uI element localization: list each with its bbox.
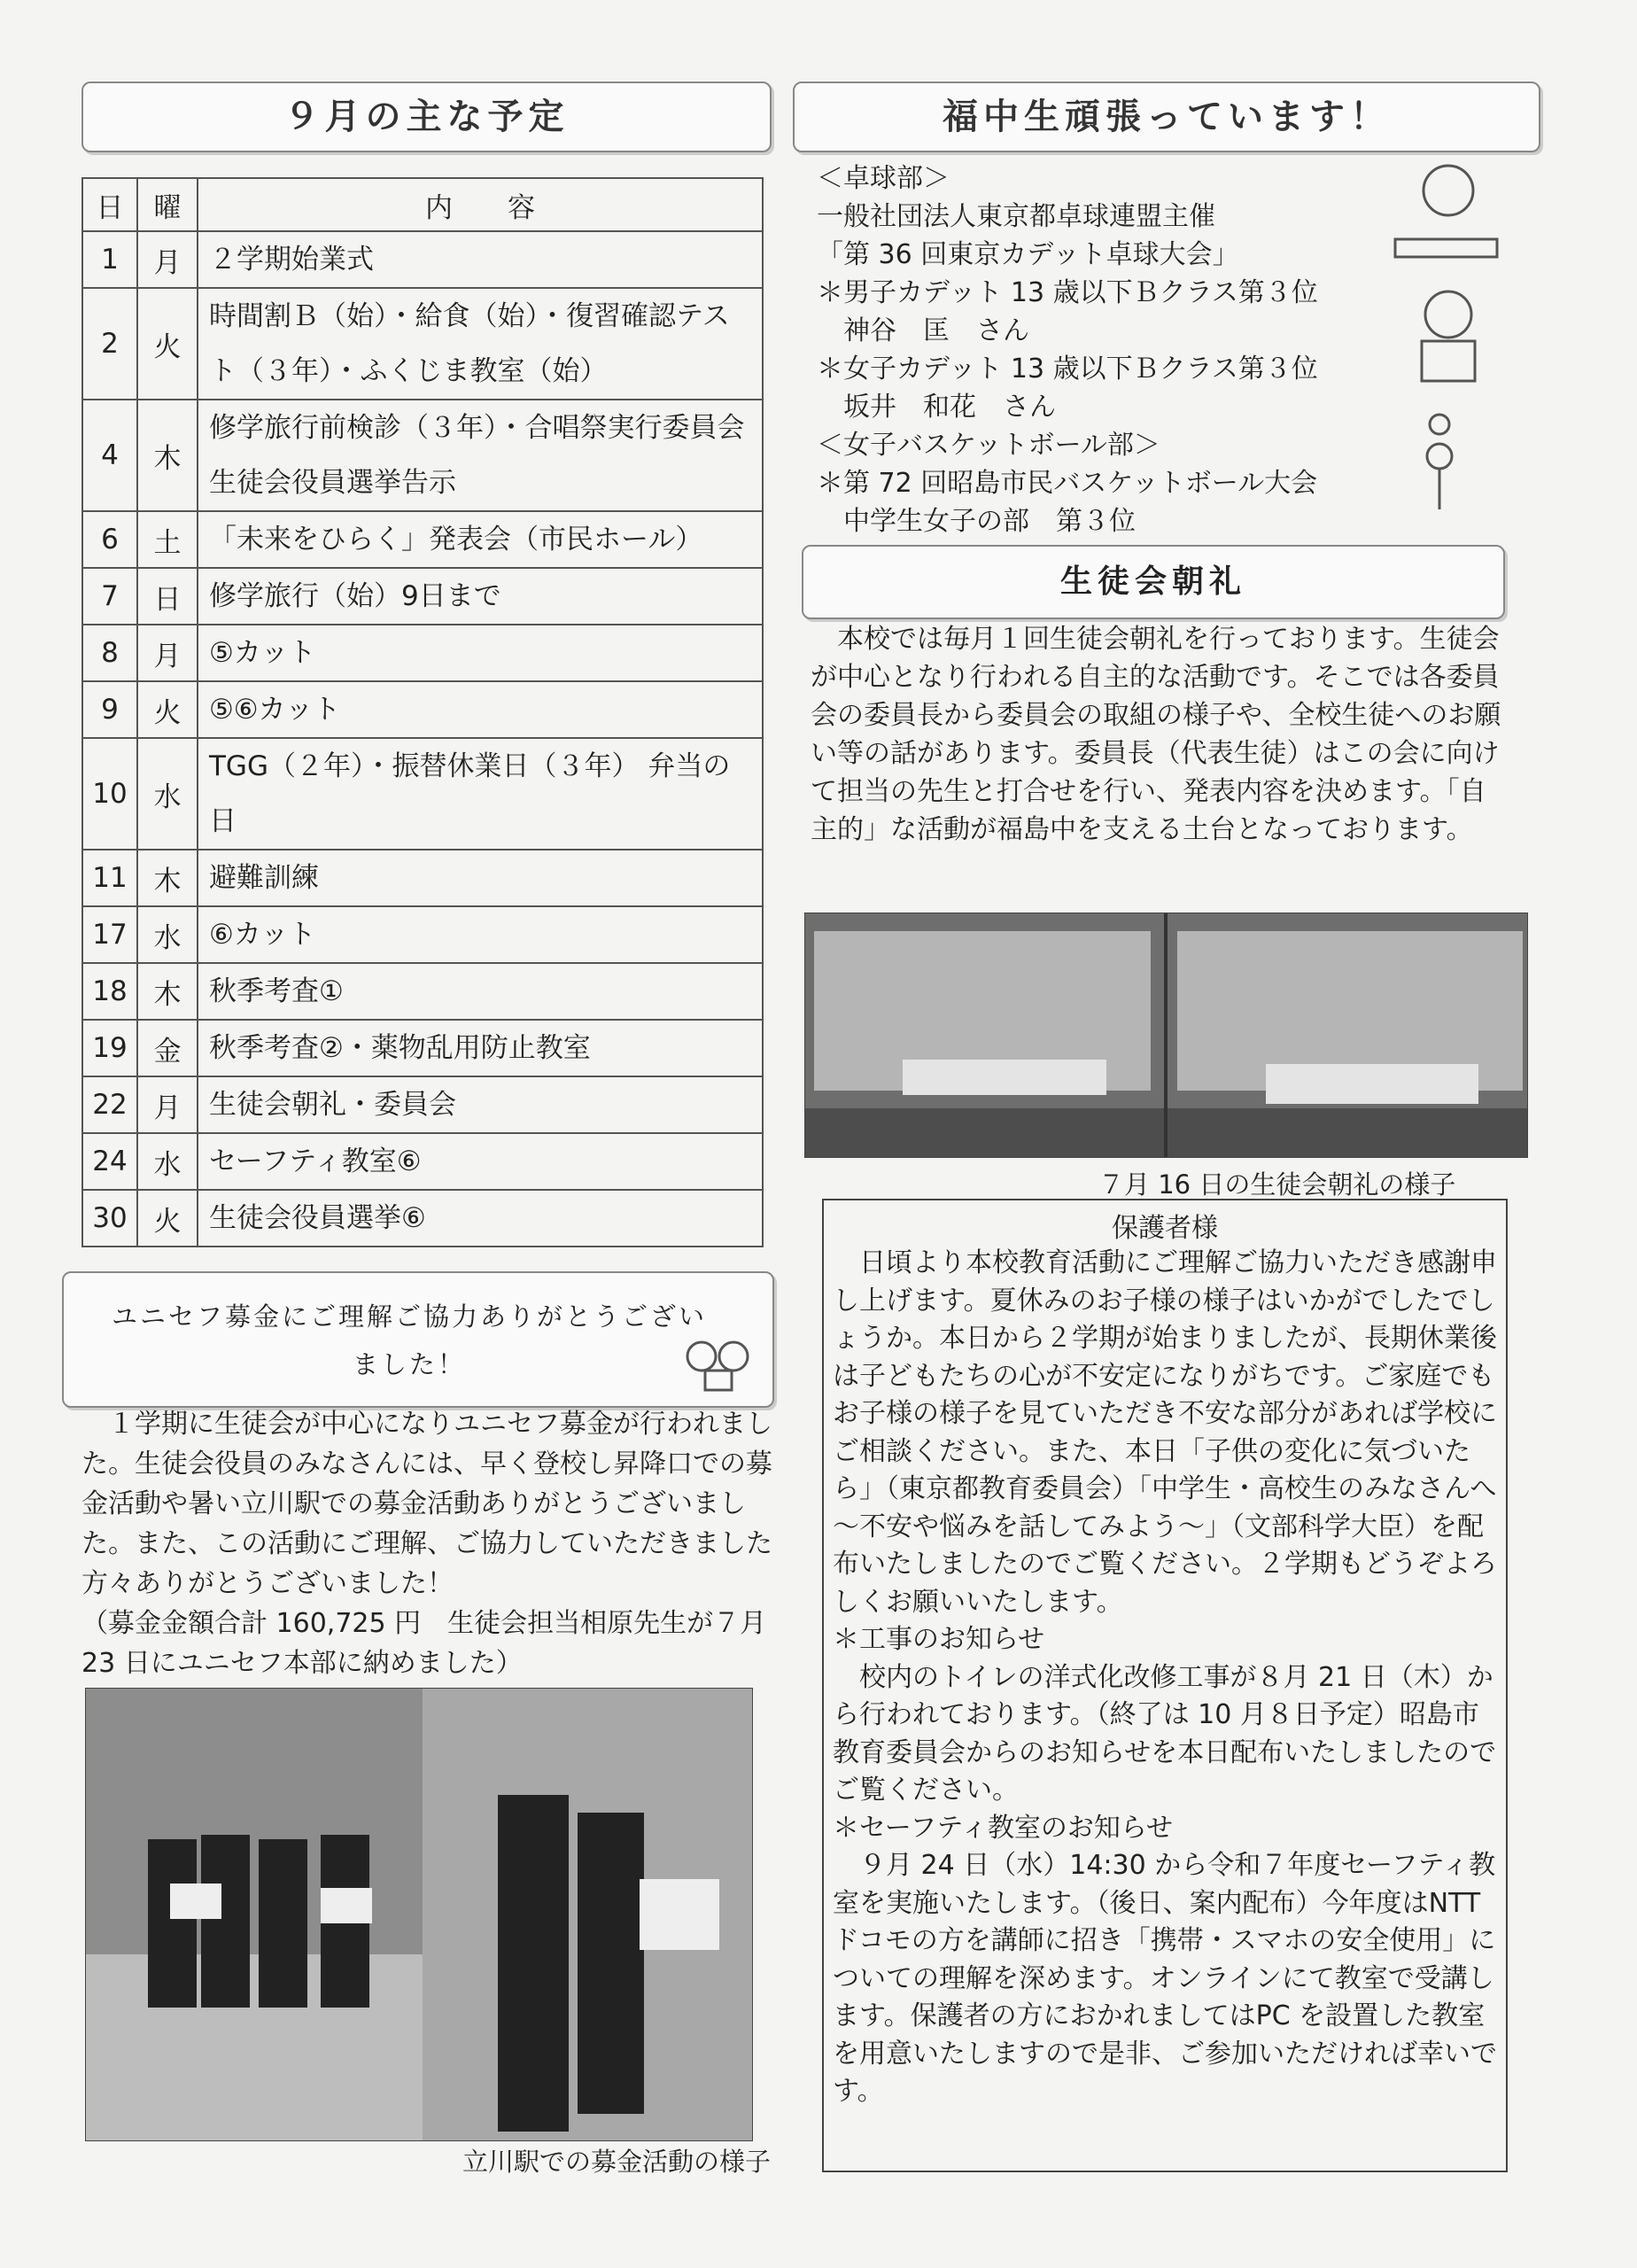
- schedule-weekday: 土: [137, 511, 198, 568]
- schedule-weekday: 月: [137, 625, 198, 681]
- schedule-day: 2: [82, 288, 137, 400]
- schedule-weekday: 木: [137, 963, 198, 1020]
- table-tennis-illustration-icon: [1382, 159, 1515, 390]
- schedule-weekday: 日: [137, 568, 198, 625]
- schedule-day: 17: [82, 906, 137, 963]
- schedule-day: 7: [82, 568, 137, 625]
- assembly-body: 本校では毎月１回生徒会朝礼を行っております。生徒会が中心となり行われる自主的な活動です。そこでは各委員会の委員長から委員会の取組の様子や、全校生徒へのお願い等の話があります。委員長（代表生徒）はこの会に向けて担当の先生と打合せを行い、発表内容を決めます。「自主的」な活動が福島中を支える土台となっております。: [811, 624, 1501, 845]
- schedule-row: [82, 231, 763, 288]
- assembly-photo: [804, 913, 1528, 1158]
- schedule-content: ⑤カット: [198, 625, 763, 681]
- schedule-day: 6: [82, 511, 137, 568]
- schedule-row: [82, 1020, 763, 1076]
- schedule-content: ２学期始業式: [198, 231, 763, 288]
- schedule-day: 19: [82, 1020, 137, 1076]
- schedule-content: 時間割Ｂ（始）・給食（始）・復習確認テスト（３年）・ふくじま教室（始）: [198, 288, 763, 400]
- schedule-content: 生徒会朝礼・委員会: [198, 1076, 763, 1133]
- kids-illustration-icon: [679, 1337, 758, 1394]
- schedule-content: セーフティ教室⑥: [198, 1133, 763, 1190]
- unicef-photo: [85, 1688, 753, 2141]
- schedule-weekday: 木: [137, 400, 198, 511]
- schedule-day: 8: [82, 625, 137, 681]
- schedule-content: 生徒会役員選挙⑥: [198, 1190, 763, 1247]
- schedule-table: [81, 177, 764, 1247]
- schedule-content: 「未来をひらく」発表会（市民ホール）: [198, 511, 763, 568]
- parents-title: 保護者様: [1112, 1213, 1218, 1244]
- schedule-day: 9: [82, 681, 137, 738]
- schedule-content: 秋季考査①: [198, 963, 763, 1020]
- col-day: 日: [82, 178, 137, 231]
- unicef-caption: 立川駅での募金活動の様子: [462, 2147, 771, 2177]
- schedule-row: [82, 850, 763, 906]
- schedule-day: 1: [82, 231, 137, 288]
- club-title-box: [793, 82, 1540, 152]
- schedule-day: 11: [82, 850, 137, 906]
- schedule-day: 22: [82, 1076, 137, 1133]
- schedule-weekday: 水: [137, 906, 198, 963]
- schedule-row: [82, 1190, 763, 1247]
- col-content: 内 容: [198, 178, 763, 231]
- schedule-content: ⑥カット: [198, 906, 763, 963]
- schedule-title-box: [81, 82, 772, 152]
- club-title: 福中生頑張っています！: [943, 97, 1391, 137]
- schedule-title: ９月の主な予定: [283, 97, 570, 137]
- schedule-day: 4: [82, 400, 137, 511]
- schedule-row: [82, 681, 763, 738]
- schedule-row: [82, 1133, 763, 1190]
- schedule-day: 24: [82, 1133, 137, 1190]
- col-weekday: 曜: [137, 178, 198, 231]
- unicef-body: １学期に生徒会が中心になりユニセフ募金が行われました。生徒会役員のみなさんには、早く登校し昇降口での募金活動や暑い立川駅での募金活動ありがとうございました。また、この活動にご理解、ご協力していただきました方々ありがとうございました！ （募金金額合計 160,725 円 生徒会担当相原先生が７月 23 日にユニセフ本部に納めました）: [81, 1409, 772, 1679]
- schedule-row: [82, 738, 763, 850]
- schedule-row: [82, 625, 763, 681]
- unicef-title: ユニセフ募金にご理解ご協力ありがとうございました！: [111, 1301, 707, 1379]
- schedule-day: 18: [82, 963, 137, 1020]
- schedule-weekday: 木: [137, 850, 198, 906]
- schedule-day: 10: [82, 738, 137, 850]
- schedule-row: [82, 906, 763, 963]
- schedule-content: 修学旅行（始）9日まで: [198, 568, 763, 625]
- schedule-row: [82, 568, 763, 625]
- assembly-title-box: [802, 545, 1505, 619]
- schedule-weekday: 火: [137, 681, 198, 738]
- basketball-illustration-icon: [1408, 412, 1470, 518]
- schedule-content: TGG（２年）・振替休業日（３年） 弁当の日: [198, 738, 763, 850]
- schedule-day: 30: [82, 1190, 137, 1247]
- schedule-weekday: 火: [137, 288, 198, 400]
- schedule-content: 修学旅行前検診（３年）・合唱祭実行委員会 生徒会役員選挙告示: [198, 400, 763, 511]
- schedule-content: 避難訓練: [198, 850, 763, 906]
- club-body: ＜卓球部＞ 一般社団法人東京都卓球連盟主催 「第 36 回東京カデット卓球大会」 ＊男子カデット 13 歳以下Ｂクラス第３位 神谷 匡 さん ＊女子カデット 13 歳以下Ｂクラス第３位 坂井 和花 さん ＜女子バスケットボール部＞ ＊第 72 回昭島市民バスケットボール大会 中学生女子の部 第３位: [817, 163, 1318, 537]
- assembly-title: 生徒会朝礼: [1059, 563, 1246, 600]
- schedule-row: [82, 400, 763, 511]
- schedule-weekday: 月: [137, 231, 198, 288]
- unicef-title-box: [62, 1271, 774, 1408]
- parents-body: 日頃より本校教育活動にご理解ご協力いただき感謝申し上げます。夏休みのお子様の様子はいかがでしたでしょうか。本日から２学期が始まりましたが、長期休業後は子どもたちの心が不安定になりがちです。ご家庭でもお子様の様子を見ていただき不安な部分があれば学校にご相談ください。また、本日「子供の変化に気づいたら」（東京都教育委員会）「中学生・高校生のみなさんへ～不安や悩みを話してみよう～」（文部科学大臣）を配布いたしましたのでご覧ください。２学期もどうぞよろしくお願いいたします。 ＊工事のお知らせ 校内のトイレの洋式化改修工事が８月 21 日（木）から行われております。（終了は 10 月８日予定）昭島市教育委員会からのお知らせを本日配布いたしましたのでご覧ください。 ＊セーフティ教室のお知らせ ９月 24 日（水）14:30 から令和７年度セーフティ教室を実施いたします。（後日、案内配布）今年度はNTT ドコモの方を講師に招き「携帯・スマホの安全使用」についての理解を深めます。オンラインにて教室で受講します。保護者の方におかれましてはPC を設置した教室を用意いたしますので是非、ご参加いただければ幸いです。: [833, 1247, 1497, 2107]
- schedule-row: [82, 511, 763, 568]
- schedule-content: ⑤⑥カット: [198, 681, 763, 738]
- schedule-weekday: 火: [137, 1190, 198, 1247]
- schedule-row: [82, 1076, 763, 1133]
- schedule-row: [82, 963, 763, 1020]
- schedule-weekday: 水: [137, 1133, 198, 1190]
- schedule-weekday: 金: [137, 1020, 198, 1076]
- schedule-weekday: 水: [137, 738, 198, 850]
- schedule-row: [82, 288, 763, 400]
- schedule-content: 秋季考査②・薬物乱用防止教室: [198, 1020, 763, 1076]
- assembly-caption: ７月 16 日の生徒会朝礼の様子: [1098, 1169, 1456, 1200]
- schedule-weekday: 月: [137, 1076, 198, 1133]
- parents-notice-box: [822, 1199, 1508, 2172]
